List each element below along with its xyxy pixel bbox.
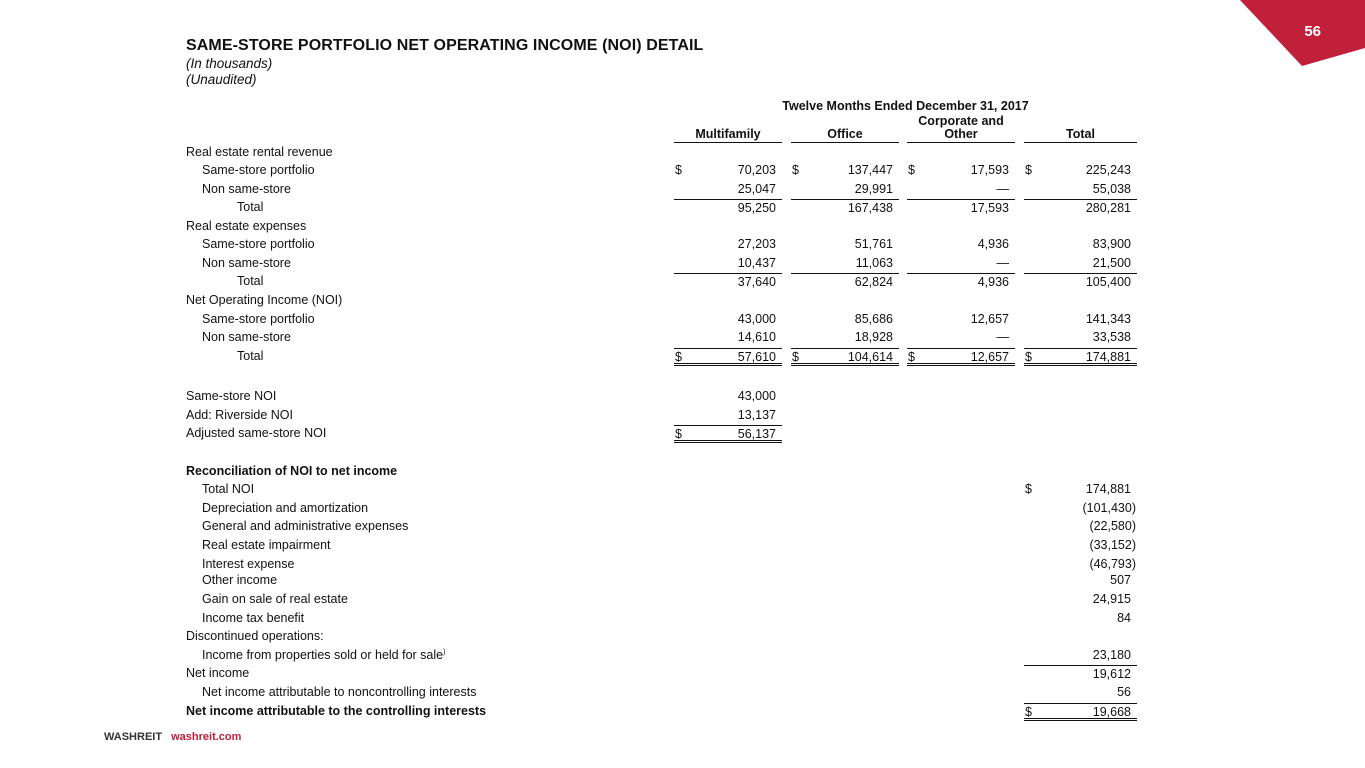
table-row: Interest expense (46,793)	[202, 557, 1136, 571]
table-row: Gain on sale of real estate 24,915	[202, 592, 1131, 606]
page-number: 56	[1304, 23, 1321, 40]
table-row: Same-store portfolio 27,203 51,761 4,936 83,900	[202, 237, 1131, 251]
section-rental-revenue: Real estate rental revenue	[186, 145, 333, 159]
section-reconciliation: Reconciliation of NOI to net income	[186, 464, 398, 478]
page-title: SAME-STORE PORTFOLIO NET OPERATING INCOME (NOI) DETAIL	[186, 37, 704, 54]
section-discontinued: Discontinued operations:	[186, 629, 324, 643]
footer	[104, 731, 241, 743]
footer-brand: WASHREIT	[104, 731, 163, 743]
section-expenses: Real estate expenses	[186, 219, 307, 233]
table-row: Same-store NOI 43,000	[186, 389, 776, 403]
subtitle-units: (In thousands)	[186, 56, 273, 71]
col-multifamily: Multifamily	[674, 114, 782, 143]
table-row: Add: Riverside NOI 13,137	[186, 408, 776, 422]
table-row: Non same-store 25,047 29,991 — 55,038	[202, 182, 1131, 196]
section-noi: Net Operating Income (NOI)	[186, 293, 343, 307]
table-row-total: Total 37,640 62,824 4,936 105,400	[186, 273, 1137, 291]
table-row: Other income 507	[202, 573, 1131, 587]
col-total: Total	[1024, 114, 1137, 143]
table-row: Same-store portfolio 43,000 85,686 12,657 141,343	[202, 312, 1131, 326]
table-row-total: Total 95,250 167,438 17,593 280,281	[186, 199, 1137, 217]
col-corporate-other: Corporate and Other	[907, 114, 1015, 143]
table-row: Non same-store 14,610 18,928 — 33,538	[202, 330, 1131, 344]
table-row: General and administrative expenses (22,580)	[202, 519, 1136, 533]
table-row-total: Adjusted same-store NOI $ 56,137	[186, 425, 1137, 443]
subtitle-audit: (Unaudited)	[186, 72, 257, 87]
table-row-total: Total $ 57,610 $ 104,614 $ 12,657 $ 174,881	[186, 348, 1137, 366]
table-row: Total NOI $ 174,881	[202, 482, 1131, 496]
corner-banner	[1240, 0, 1365, 66]
col-office: Office	[791, 114, 899, 143]
table-row: Depreciation and amortization (101,430)	[202, 501, 1136, 515]
footer-url-link[interactable]: washreit.com	[171, 731, 242, 743]
table-row: Income tax benefit 84	[202, 611, 1131, 625]
table-row: Net income attributable to noncontrolling interests 56	[202, 685, 1131, 699]
table-row: Income from properties sold or held for sale) 23,180	[202, 648, 1131, 662]
table-row-total: Net income attributable to the controlling interests $ 19,668	[186, 703, 1137, 721]
table-row-total: Net income 19,612	[186, 665, 1137, 683]
period-header: Twelve Months Ended December 31, 2017	[782, 99, 1029, 113]
table-row: Real estate impairment (33,152)	[202, 538, 1136, 552]
table-row: Non same-store 10,437 11,063 — 21,500	[202, 256, 1131, 270]
table-row: Same-store portfolio $ 70,203 $ 137,447 $ 17,593 $ 225,243	[202, 163, 1131, 177]
